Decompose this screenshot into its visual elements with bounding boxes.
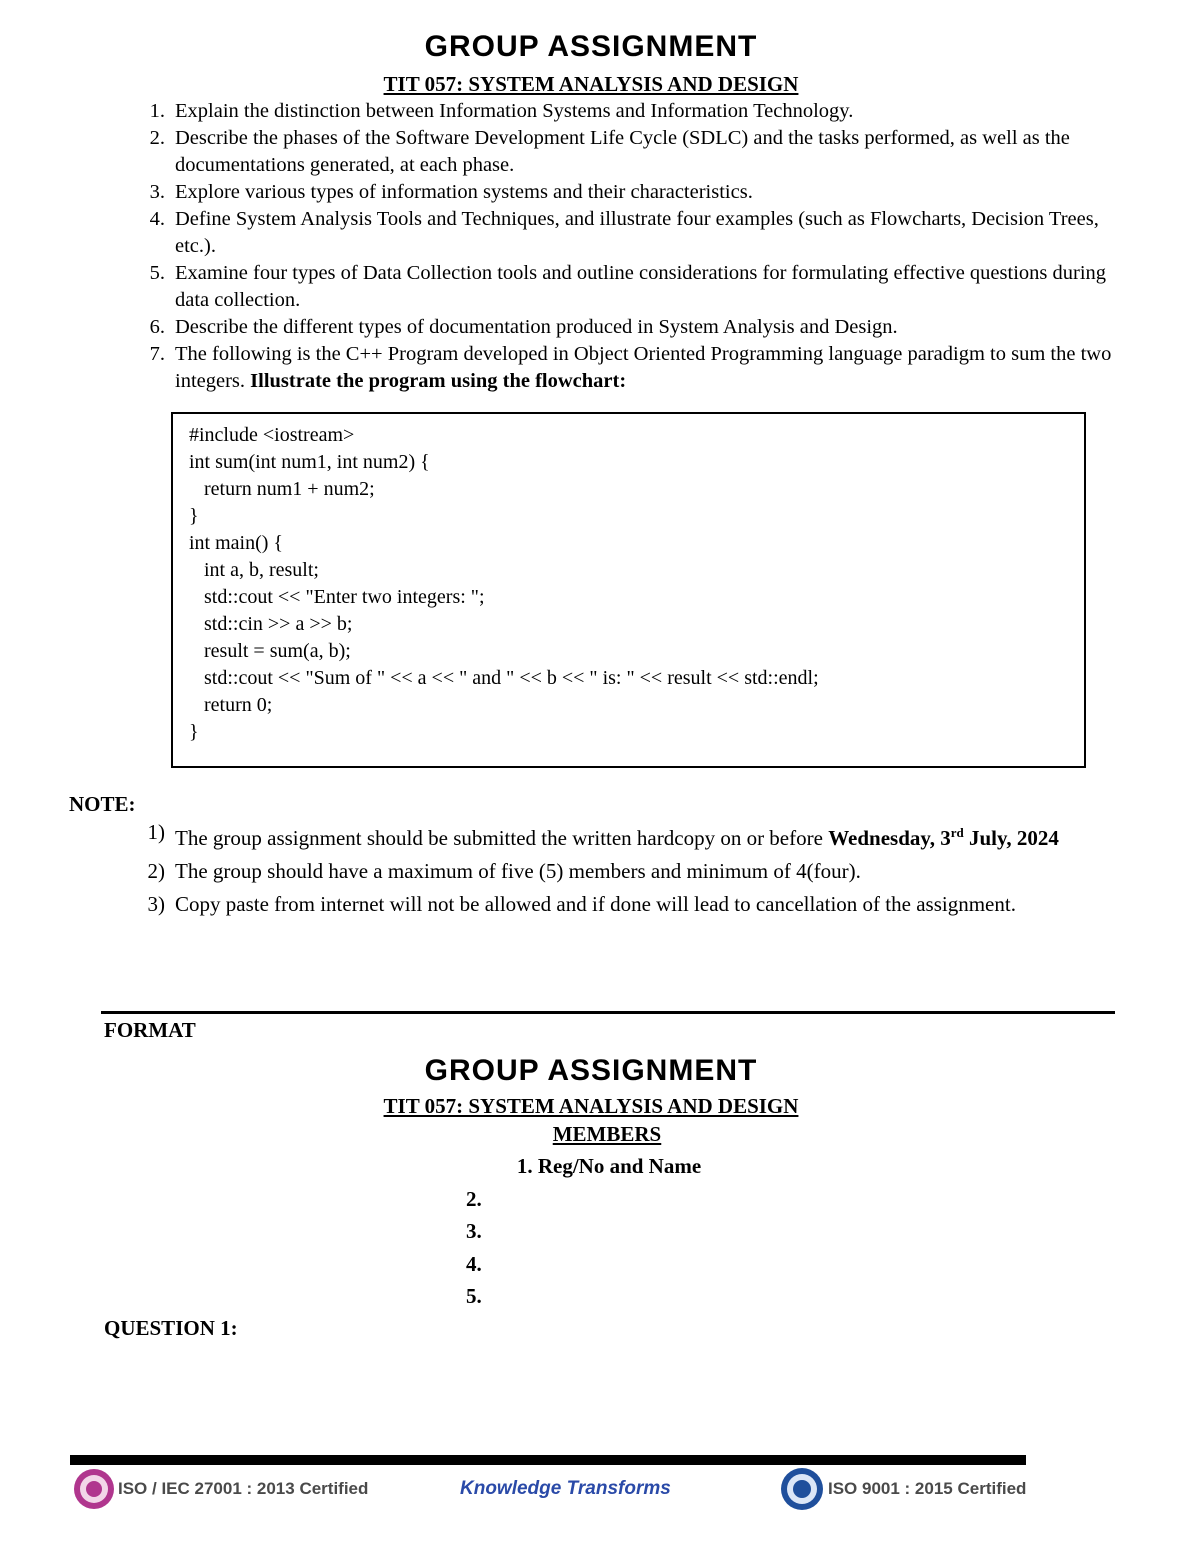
- footer-right-text: ISO 9001 : 2015 Certified: [828, 1479, 1027, 1498]
- question-text: Describe the different types of documentation produced in System Analysis and Design.: [175, 316, 898, 338]
- list-item: [135, 179, 1115, 206]
- list-item: [135, 260, 1115, 314]
- members-title: MEMBERS: [552, 1122, 662, 1146]
- question-text: The following is the C++ Program developed in Object Oriented Programming language paradigm to sum the two integers.: [175, 343, 1112, 392]
- list-item: [135, 888, 1115, 921]
- page-title: GROUP ASSIGNMENT: [424, 30, 758, 63]
- footer-slogan: Knowledge Transforms: [460, 1478, 671, 1499]
- code-line: #include <iostream>: [189, 424, 355, 446]
- list-item: [135, 98, 1115, 125]
- item-number: 1.: [149, 100, 165, 122]
- question-text: Define System Analysis Tools and Techniques, and illustrate four examples (such as Flowcharts, Decision Trees, etc.).: [175, 208, 1099, 257]
- code-line: }: [189, 721, 199, 743]
- item-number: 2): [147, 859, 165, 883]
- list-item: [135, 855, 1115, 888]
- question-text: Describe the phases of the Software Development Life Cycle (SDLC) and the tasks performed, as well as the documentations generated, at each phase.: [175, 127, 1070, 176]
- note-text: Copy paste from internet will not be allowed and if done will lead to cancellation of the assignment.: [175, 892, 1016, 916]
- format-title: GROUP ASSIGNMENT: [424, 1054, 758, 1087]
- format-label: FORMAT: [104, 1018, 196, 1042]
- footer-center: [460, 1467, 671, 1511]
- member-row-1: 1. Reg/No and Name: [516, 1154, 702, 1178]
- code-line: std::cout << "Enter two integers: ";: [189, 586, 485, 608]
- code-line: result = sum(a, b);: [189, 640, 351, 662]
- item-number: 5.: [149, 262, 165, 284]
- divider: [101, 1011, 1115, 1014]
- note-text: The group assignment should be submitted the written hardcopy on or before: [175, 826, 829, 850]
- code-line: int sum(int num1, int num2) {: [189, 451, 430, 473]
- list-item: [135, 206, 1115, 260]
- item-number: 3.: [149, 181, 165, 203]
- item-number: 4.: [149, 208, 165, 230]
- question-text: Explore various types of information systems and their characteristics.: [175, 181, 753, 203]
- question-text: Examine four types of Data Collection tools and outline considerations for formulating effective questions during data collection.: [175, 262, 1107, 311]
- code-block: [171, 412, 1086, 768]
- due-date: Wednesday, 3rd July, 2024: [828, 825, 1059, 850]
- iso-9001-badge-icon: [776, 1467, 828, 1511]
- code-line: int a, b, result;: [189, 559, 319, 581]
- item-number: 7.: [149, 343, 165, 365]
- code-line: std::cin >> a >> b;: [189, 613, 353, 635]
- code-line: std::cout << "Sum of " << a << " and " << b << " is: " << result << std::endl;: [189, 667, 819, 689]
- list-item: [135, 341, 1115, 395]
- code-line: int main() {: [189, 532, 284, 554]
- footer-right: [776, 1467, 1026, 1511]
- note-text: The group should have a maximum of five (5) members and minimum of 4(four).: [175, 859, 861, 883]
- item-number: 2.: [149, 127, 165, 149]
- code-line: return 0;: [189, 694, 273, 716]
- code-line: }: [189, 505, 199, 527]
- code-line: return num1 + num2;: [189, 478, 375, 500]
- item-number: 1): [147, 820, 165, 844]
- note-list: [135, 816, 1115, 921]
- footer-left-text: ISO / IEC 27001 : 2013 Certified: [118, 1479, 369, 1498]
- question-emphasis: Illustrate the program using the flowchart:: [250, 370, 627, 392]
- iso-27001-badge-icon: [70, 1467, 118, 1511]
- question-list: [135, 98, 1115, 395]
- member-row-5: 5.: [466, 1284, 482, 1308]
- question-label: QUESTION 1:: [104, 1316, 238, 1340]
- item-number: 3): [147, 892, 165, 916]
- course-subtitle: TIT 057: SYSTEM ANALYSIS AND DESIGN: [383, 72, 799, 96]
- question-text: Explain the distinction between Information Systems and Information Technology.: [175, 100, 854, 122]
- list-item: [135, 816, 1115, 855]
- footer-left: [70, 1467, 368, 1511]
- item-number: 6.: [149, 316, 165, 338]
- member-row-2: 2.: [466, 1187, 482, 1211]
- format-subtitle: TIT 057: SYSTEM ANALYSIS AND DESIGN: [383, 1094, 799, 1118]
- list-item: [135, 125, 1115, 179]
- note-label: NOTE:: [69, 792, 136, 816]
- member-row-3: 3.: [466, 1219, 482, 1243]
- list-item: [135, 314, 1115, 341]
- footer-rule: [70, 1455, 1026, 1465]
- member-row-4: 4.: [466, 1252, 482, 1276]
